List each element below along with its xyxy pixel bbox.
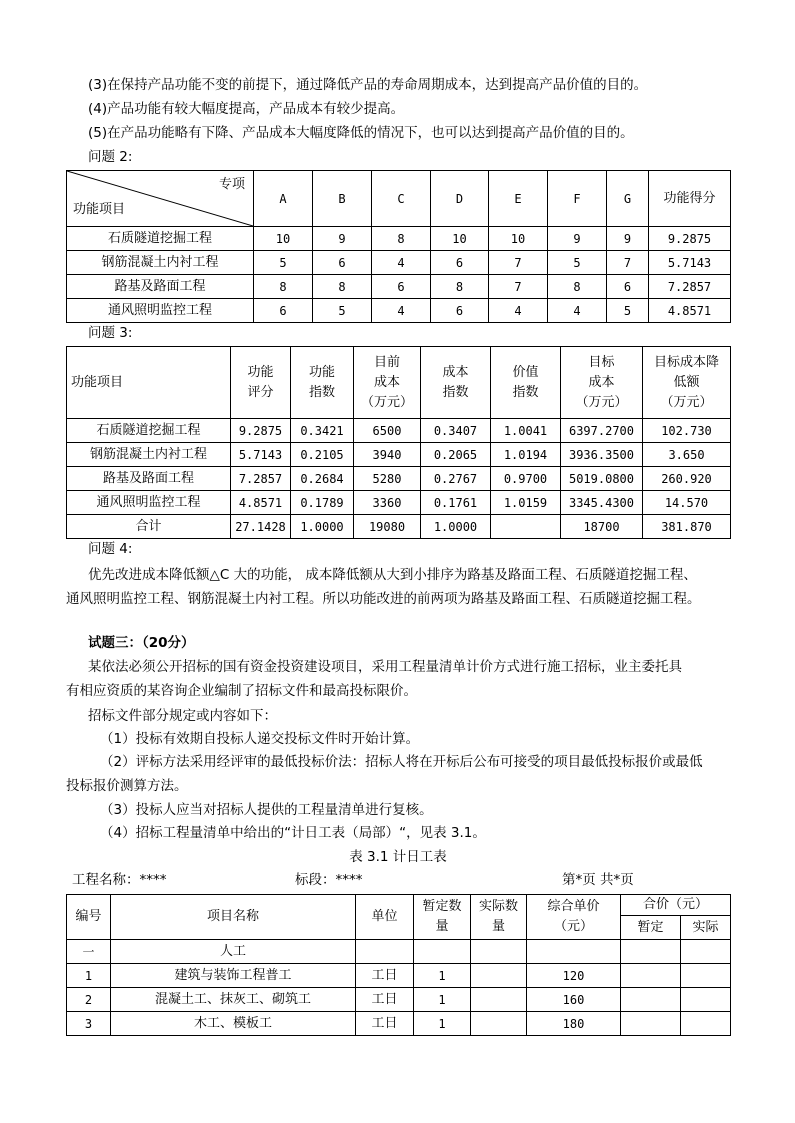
table-cell xyxy=(491,515,561,539)
table-cell: 7 xyxy=(607,251,649,275)
table-cell: 10 xyxy=(489,227,548,251)
header-row xyxy=(67,895,731,916)
table-cell: 6 xyxy=(431,299,489,323)
header-line: 综合单价 xyxy=(547,899,600,914)
table-cell: 6 xyxy=(607,275,649,299)
table-title: 表 3.1 计日工表 xyxy=(349,849,447,865)
header-line: 功能 xyxy=(247,364,274,380)
list-item: （2）评标方法采用经评审的最低投标价法：招标人将在开标后公布可接受的项目最低投标报价或最低 xyxy=(100,754,703,770)
table-cell: 7.2857 xyxy=(231,467,291,491)
section-label: 标段：**** xyxy=(295,872,363,888)
table-cell: 0.3421 xyxy=(291,419,354,443)
header-line: 量 xyxy=(435,919,449,934)
table-cell: 5.7143 xyxy=(231,443,291,467)
row-label: 路基及路面工程 xyxy=(67,275,254,299)
project-name: 工程名称：**** xyxy=(72,872,167,888)
header-line: 量 xyxy=(491,919,505,934)
table-row xyxy=(67,227,731,251)
paragraph: 有相应资质的某咨询企业编制了招标文件和最高投标限价。 xyxy=(66,683,417,699)
table-cell: 1.0194 xyxy=(491,443,561,467)
header-line: （万元） xyxy=(660,394,713,410)
table-cell: 9 xyxy=(548,227,607,251)
table-cell: 0.2065 xyxy=(421,443,491,467)
column-header: 暂定 xyxy=(621,916,681,940)
table-cell: 3.650 xyxy=(643,443,731,467)
intro-line: (4)产品功能有较大幅度提高，产品成本有较少提高。 xyxy=(88,101,405,117)
paragraph: 某依法必须公开招标的国有资金投资建设项目，采用工程量清单计价方式进行施工招标，业主委托具 xyxy=(88,659,682,675)
column-header xyxy=(471,895,527,940)
column-header: D xyxy=(431,171,489,227)
column-header xyxy=(527,895,621,940)
table-cell xyxy=(527,940,621,964)
column-header: 编号 xyxy=(67,895,111,940)
table-cell: 6 xyxy=(372,275,431,299)
row-label: 钢筋混凝土内衬工程 xyxy=(67,251,254,275)
intro-line: (3)在保持产品功能不变的前提下，通过降低产品的寿命周期成本，达到提高产品价值的目的。 xyxy=(88,77,648,93)
list-item: （1）投标有效期自投标人递交投标文件时开始计算。 xyxy=(100,731,420,747)
column-header: 单位 xyxy=(356,895,414,940)
table-row xyxy=(67,299,731,323)
table-cell: 0.3407 xyxy=(421,419,491,443)
header-line: 实际数 xyxy=(478,899,518,914)
row-label: 通风照明监控工程 xyxy=(67,491,231,515)
header-line: 目前 xyxy=(373,354,400,370)
table-cell: 1.0159 xyxy=(491,491,561,515)
table-cell xyxy=(621,988,681,1012)
table-cell: 8 xyxy=(431,275,489,299)
row-label: 石质隧道挖掘工程 xyxy=(67,227,254,251)
header-line: 低额 xyxy=(673,374,700,390)
column-header xyxy=(231,347,291,419)
table-cell: 8 xyxy=(372,227,431,251)
table-cell xyxy=(621,964,681,988)
table-cell: 4 xyxy=(372,251,431,275)
table-cell xyxy=(471,988,527,1012)
table-row xyxy=(67,251,731,275)
table-cell xyxy=(621,1012,681,1036)
row-label: 通风照明监控工程 xyxy=(67,299,254,323)
table-cell: 14.570 xyxy=(643,491,731,515)
table-cell: 19080 xyxy=(354,515,421,539)
table-cell: 1 xyxy=(414,1012,471,1036)
header-line: 成本 xyxy=(588,374,615,390)
column-header: 合价（元） xyxy=(621,895,731,916)
function-score-table xyxy=(66,170,731,323)
table-cell: 工日 xyxy=(356,964,414,988)
table-cell: 6397.2700 xyxy=(561,419,643,443)
header-row xyxy=(67,171,731,227)
table-cell: 6500 xyxy=(354,419,421,443)
table-cell: 9 xyxy=(313,227,372,251)
table-cell xyxy=(681,988,731,1012)
column-header: 项目名称 xyxy=(111,895,356,940)
header-line: 目标 xyxy=(588,354,615,370)
table-cell: 7.2857 xyxy=(649,275,731,299)
table-cell xyxy=(471,1012,527,1036)
table-cell: 6 xyxy=(431,251,489,275)
column-header: G xyxy=(607,171,649,227)
table-cell: 0.9700 xyxy=(491,467,561,491)
header-line: 成本 xyxy=(373,374,400,390)
table-row xyxy=(67,443,731,467)
header-row xyxy=(67,347,731,419)
column-header: E xyxy=(489,171,548,227)
table-cell: 9 xyxy=(607,227,649,251)
table-cell: 7 xyxy=(489,251,548,275)
table-cell: 5.7143 xyxy=(649,251,731,275)
table-cell xyxy=(681,964,731,988)
table-cell: 1 xyxy=(414,988,471,1012)
header-line: （元） xyxy=(553,919,593,934)
q4-label: 问题 4: xyxy=(88,541,133,557)
row-label: 合计 xyxy=(67,515,231,539)
table-cell xyxy=(414,940,471,964)
section-title: 试题三：（20分） xyxy=(88,635,195,651)
table-cell: 一 xyxy=(67,940,111,964)
table-cell: 8 xyxy=(254,275,313,299)
header-line: 功能 xyxy=(308,364,335,380)
column-header: C xyxy=(372,171,431,227)
table-cell: 260.920 xyxy=(643,467,731,491)
column-header: 实际 xyxy=(681,916,731,940)
table-cell: 160 xyxy=(527,988,621,1012)
header-line: 价值 xyxy=(512,364,539,380)
table-cell: 工日 xyxy=(356,1012,414,1036)
table-cell: 9.2875 xyxy=(231,419,291,443)
header-line: 指数 xyxy=(442,384,469,400)
table-cell: 建筑与装饰工程普工 xyxy=(111,964,356,988)
table-cell: 5280 xyxy=(354,467,421,491)
table-cell: 10 xyxy=(431,227,489,251)
table-cell: 102.730 xyxy=(643,419,731,443)
table-cell: 木工、模板工 xyxy=(111,1012,356,1036)
table-row xyxy=(67,275,731,299)
table-cell: 4.8571 xyxy=(649,299,731,323)
table-cell: 2 xyxy=(67,988,111,1012)
table-row xyxy=(67,964,731,988)
daywork-table xyxy=(66,894,731,1036)
table-cell: 1.0000 xyxy=(291,515,354,539)
table-cell: 4 xyxy=(548,299,607,323)
list-item: （3）投标人应当对招标人提供的工程量清单进行复核。 xyxy=(100,802,433,818)
table-cell: 9.2875 xyxy=(649,227,731,251)
q4-answer: 通风照明监控工程、钢筋混凝土内衬工程。所以功能改进的前两项为路基及路面工程、石质隧道挖掘工程。 xyxy=(66,591,701,607)
table-cell: 18700 xyxy=(561,515,643,539)
row-label: 石质隧道挖掘工程 xyxy=(67,419,231,443)
column-header: 功能得分 xyxy=(649,171,731,227)
q4-answer: 优先改进成本降低额△C 大的功能， 成本降低额从大到小排序为路基及路面工程、石质隧道挖掘工程、 xyxy=(88,567,697,583)
table-cell: 120 xyxy=(527,964,621,988)
table-row xyxy=(67,940,731,964)
table-cell: 工日 xyxy=(356,988,414,1012)
q3-label: 问题 3: xyxy=(88,325,133,341)
intro-line: (5)在产品功能略有下降、产品成本大幅度降低的情况下，也可以达到提高产品价值的目的。 xyxy=(88,125,634,141)
header-top: 专项 xyxy=(218,177,245,192)
table-cell: 4.8571 xyxy=(231,491,291,515)
table-cell: 4 xyxy=(372,299,431,323)
column-header: B xyxy=(313,171,372,227)
header-line: 指数 xyxy=(512,384,539,400)
column-header xyxy=(561,347,643,419)
table-cell: 0.1789 xyxy=(291,491,354,515)
table-cell: 3360 xyxy=(354,491,421,515)
table-cell: 10 xyxy=(254,227,313,251)
table-cell xyxy=(471,964,527,988)
row-label: 钢筋混凝土内衬工程 xyxy=(67,443,231,467)
table-cell: 5019.0800 xyxy=(561,467,643,491)
table-cell: 7 xyxy=(489,275,548,299)
column-header xyxy=(291,347,354,419)
table-cell: 5 xyxy=(548,251,607,275)
table-cell xyxy=(471,940,527,964)
header-line: 目标成本降 xyxy=(653,354,719,370)
header-bottom: 功能项目 xyxy=(73,202,126,217)
table-cell: 3345.4300 xyxy=(561,491,643,515)
q2-label: 问题 2: xyxy=(88,149,133,165)
table-cell: 0.2684 xyxy=(291,467,354,491)
table-row xyxy=(67,1012,731,1036)
table-cell: 5 xyxy=(313,299,372,323)
table-cell: 5 xyxy=(607,299,649,323)
column-header xyxy=(67,347,231,419)
value-analysis-table xyxy=(66,346,731,539)
table-cell xyxy=(681,940,731,964)
table-cell xyxy=(356,940,414,964)
table-row xyxy=(67,515,731,539)
table-cell: 1.0041 xyxy=(491,419,561,443)
table-cell: 381.870 xyxy=(643,515,731,539)
column-header xyxy=(354,347,421,419)
header-line: 评分 xyxy=(247,384,274,400)
column-header xyxy=(491,347,561,419)
table-cell: 6 xyxy=(254,299,313,323)
table-cell: 180 xyxy=(527,1012,621,1036)
list-item: （4）招标工程量清单中给出的“计日工表（局部）“，见表 3.1。 xyxy=(100,825,486,841)
header-line: （万元） xyxy=(575,394,628,410)
column-header xyxy=(643,347,731,419)
table-cell: 27.1428 xyxy=(231,515,291,539)
column-header: F xyxy=(548,171,607,227)
header-line: 功能项目 xyxy=(71,374,124,390)
header-line: （万元） xyxy=(360,394,413,410)
table-cell: 4 xyxy=(489,299,548,323)
header-line: 成本 xyxy=(442,364,469,380)
table-row xyxy=(67,419,731,443)
diagonal-header xyxy=(67,171,254,227)
table-cell: 5 xyxy=(254,251,313,275)
table-cell: 6 xyxy=(313,251,372,275)
table-cell: 混凝土工、抹灰工、砌筑工 xyxy=(111,988,356,1012)
column-header: A xyxy=(254,171,313,227)
table-cell: 8 xyxy=(313,275,372,299)
table-cell: 8 xyxy=(548,275,607,299)
page-info: 第*页 共*页 xyxy=(562,872,634,888)
table-row xyxy=(67,491,731,515)
header-line: 暂定数 xyxy=(422,899,462,914)
table-cell: 3936.3500 xyxy=(561,443,643,467)
table-cell: 人工 xyxy=(111,940,356,964)
table-row xyxy=(67,467,731,491)
column-header xyxy=(414,895,471,940)
row-label: 路基及路面工程 xyxy=(67,467,231,491)
column-header xyxy=(421,347,491,419)
table-row xyxy=(67,988,731,1012)
paragraph: 招标文件部分规定或内容如下： xyxy=(88,708,277,724)
table-cell xyxy=(621,940,681,964)
table-cell: 3940 xyxy=(354,443,421,467)
table-cell: 0.1761 xyxy=(421,491,491,515)
header-line: 指数 xyxy=(308,384,335,400)
table-cell: 3 xyxy=(67,1012,111,1036)
table-cell: 1 xyxy=(67,964,111,988)
table-cell: 0.2767 xyxy=(421,467,491,491)
table-cell xyxy=(681,1012,731,1036)
table-cell: 1.0000 xyxy=(421,515,491,539)
table-cell: 1 xyxy=(414,964,471,988)
table-cell: 0.2105 xyxy=(291,443,354,467)
list-item: 投标报价测算方法。 xyxy=(66,778,188,794)
